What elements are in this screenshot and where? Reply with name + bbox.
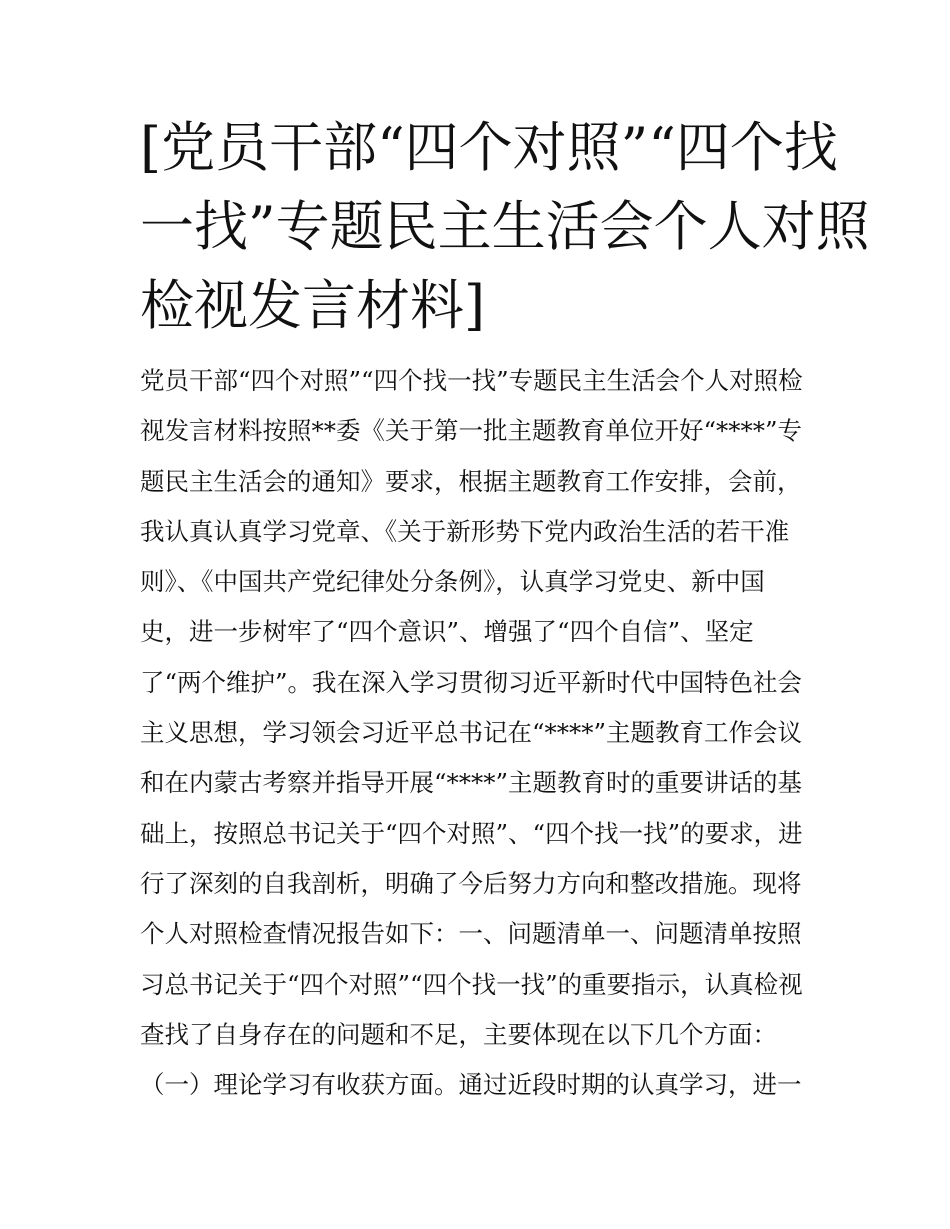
body-line: 个人对照检查情况报告如下：一、问题清单一、问题清单按照 <box>140 919 802 949</box>
body-line: 我认真认真学习党章、《关于新形势下党内政治生活的若干准 <box>140 516 790 546</box>
document-body <box>140 356 820 1110</box>
body-line: 行了深刻的自我剖析，明确了今后努力方向和整改措施。现将 <box>140 868 802 898</box>
document-title <box>140 108 870 345</box>
body-line: 和在内蒙古考察并指导开展“****”主题教育时的重要讲话的基 <box>140 768 803 798</box>
body-line: （一）理论学习有收获方面。通过近段时期的认真学习，进一 <box>140 1070 802 1100</box>
body-line: 主义思想，学习领会习近平总书记在“****”主题教育工作会议 <box>140 718 803 748</box>
body-line: 史，进一步树牢了“四个意识”、增强了“四个自信”、坚定 <box>140 617 754 647</box>
body-line: 础上，按照总书记关于“四个对照”、“四个找一找”的要求，进 <box>140 818 803 848</box>
body-line: 了“两个维护”。我在深入学习贯彻习近平新时代中国特色社会 <box>140 667 803 697</box>
body-line: 视发言材料按照**委《关于第一批主题教育单位开好“****”专 <box>140 416 803 446</box>
body-line: 党员干部“四个对照”“四个找一找”专题民主生活会个人对照检 <box>140 366 803 395</box>
body-line: 则》、《中国共产党纪律处分条例》，认真学习党史、新中国 <box>140 567 765 597</box>
title-line-2: 一找”专题民主生活会个人对照 <box>140 195 870 258</box>
title-line-1: [党员干部“四个对照”“四个找 <box>140 116 838 179</box>
title-line-3: 检视发言材料] <box>140 274 486 337</box>
body-line: 题民主生活会的通知》要求，根据主题教育工作安排，会前， <box>140 466 802 496</box>
body-line: 习总书记关于“四个对照”“四个找一找”的重要指示，认真检视 <box>140 969 803 999</box>
body-line: 查找了自身存在的问题和不足，主要体现在以下几个方面： <box>140 1019 777 1049</box>
